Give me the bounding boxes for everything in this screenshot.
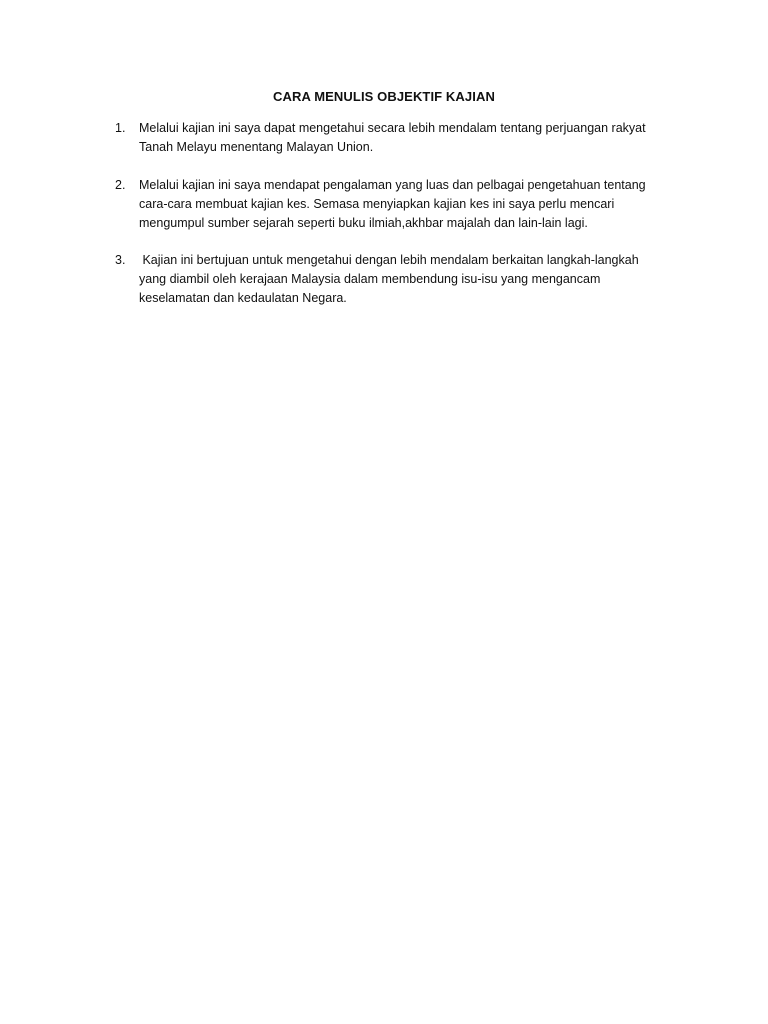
text-line: Tanah Melayu menentang Malayan Union. [139,140,374,154]
list-item-text [139,251,679,308]
text-line: Kajian ini bertujuan untuk mengetahui dengan lebih mendalam berkaitan langkah-langkah [139,253,639,267]
list-item-number: 2. [115,178,126,192]
text-line: Melalui kajian ini saya dapat mengetahui secara lebih mendalam tentang perjuangan rakyat [139,121,646,135]
list-item-text [139,119,679,157]
text-line: Melalui kajian ini saya mendapat pengalaman yang luas dan pelbagai pengetahuan tentang [139,178,646,192]
document-title: CARA MENULIS OBJEKTIF KAJIAN [273,89,495,104]
list-item-number: 3. [115,253,126,267]
list-item-text [139,176,679,233]
text-line: cara-cara membuat kajian kes. Semasa menyiapkan kajian kes ini saya perlu mencari [139,197,615,211]
text-line: keselamatan dan kedaulatan Negara. [139,291,347,305]
text-line: mengumpul sumber sejarah seperti buku ilmiah,akhbar majalah dan lain-lain lagi. [139,216,588,230]
text-line: yang diambil oleh kerajaan Malaysia dalam membendung isu-isu yang mengancam [139,272,601,286]
list-item-number: 1. [115,121,126,135]
